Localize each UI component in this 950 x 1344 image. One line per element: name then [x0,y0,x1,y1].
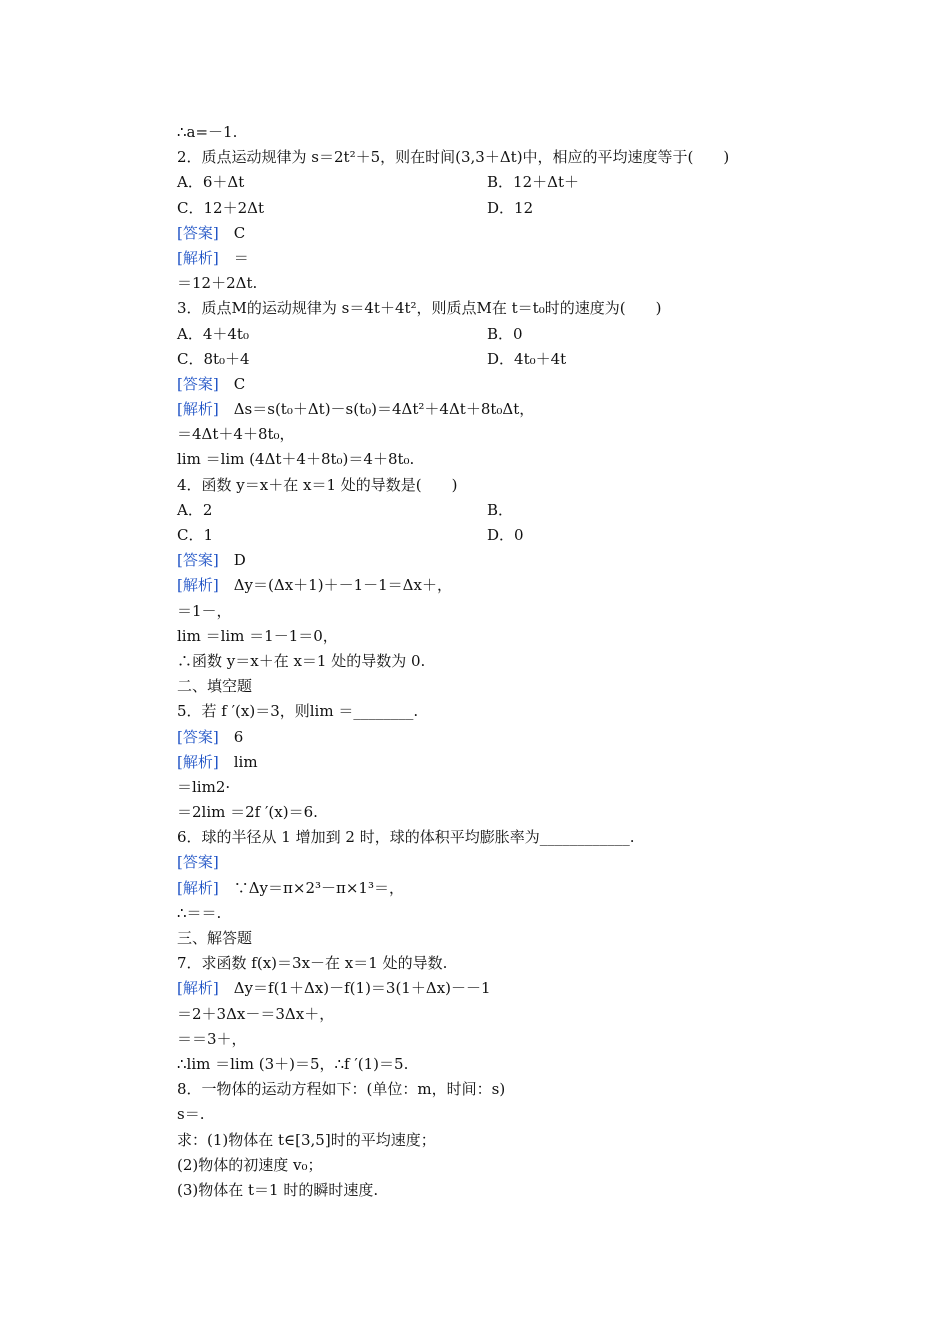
text-line: ∴lim ＝lim (3＋)＝5，∴f ′(1)＝5. [177,1054,409,1073]
answer-tag: [答案] [177,727,219,746]
text-line: 求：(1)物体在 t∈[3,5]时的平均速度； [177,1130,436,1149]
option-c: C．12＋2Δt [177,198,264,217]
analysis-line: [解析] lim [177,752,258,771]
question-6: 6．球的半径从 1 增加到 2 时，球的体积平均膨胀率为____________. [177,828,635,847]
option-b: B． [487,500,514,519]
option-b: B．0 [487,324,523,343]
text-line: ∴＝＝. [177,903,222,922]
options-row [177,322,817,347]
document-page [177,120,817,1203]
analysis-tag: [解析] [177,979,219,998]
section-heading: 二、填空题 [177,677,253,696]
answer-line [177,850,817,875]
answer-line: [答案] C [177,223,246,242]
analysis-line: [解析] Δy＝(Δx＋1)＋－1－1＝Δx＋， [177,576,452,595]
analysis-tag: [解析] [177,400,219,419]
answer-line: [答案] C [177,374,246,393]
text-line: ＝2＋3Δx－＝3Δx＋， [177,1004,335,1023]
question-3: 3．质点M的运动规律为 s＝4t＋4t²，则质点M在 t＝t₀时的速度为( ) [177,299,662,318]
text-line: s＝. [177,1105,205,1124]
options-row [177,196,817,221]
question-8: 8．一物体的运动方程如下：(单位：m，时间：s) [177,1080,506,1099]
option-a: A．2 [177,500,213,519]
text-line: ＝2lim ＝2f ′(x)＝6. [177,803,318,822]
text-line: ＝lim2· [177,777,231,796]
analysis-tag: [解析] [177,752,219,771]
answer-line: [答案] 6 [177,727,244,746]
analysis-tag: [解析] [177,576,219,595]
text-line: lim ＝lim (4Δt＋4＋8t₀)＝4＋8t₀. [177,450,415,469]
option-d: D．4t₀＋4t [487,349,567,368]
text-line: ＝4Δt＋4＋8t₀， [177,425,295,444]
question-7: 7．求函数 f(x)＝3x－在 x＝1 处的导数. [177,954,448,973]
text-line: ∴a=－1. [177,123,238,141]
option-a: A．4＋4t₀ [177,324,249,343]
option-d: D．0 [487,526,524,544]
option-d: D．12 [487,198,534,217]
analysis-tag: [解析] [177,878,219,897]
text-line: ＝12＋2Δt. [177,274,258,293]
answer-line: [答案] D [177,551,246,570]
answer-tag: [答案] [177,223,219,242]
section-heading: 三、解答题 [177,929,253,947]
text-line: (2)物体的初速度 v₀； [177,1155,323,1174]
option-c: C．1 [177,526,214,544]
analysis-line: [解析] Δs＝s(t₀＋Δt)－s(t₀)＝4Δt²＋4Δt＋8t₀Δt， [177,400,535,419]
answer-tag: [答案] [177,374,219,393]
text-line: ＝＝3＋， [177,1029,247,1048]
analysis-line: [解析] ∵Δy＝π×2³－π×1³＝， [177,878,404,897]
question-5: 5．若 f ′(x)＝3，则lim ＝________. [177,702,419,721]
analysis-line: [解析] ＝ [177,248,249,267]
option-c: C．8t₀＋4 [177,349,250,368]
text-line: ＝1－， [177,601,232,620]
question-2: 2．质点运动规律为 s＝2t²＋5，则在时间(3,3＋Δt)中，相应的平均速度等于( ) [177,148,730,167]
question-4: 4．函数 y＝x＋在 x＝1 处的导数是( ) [177,475,458,494]
option-b: B．12＋Δt＋ [487,173,579,192]
answer-blank: ____________ [539,828,630,847]
answer-tag: [答案] [177,853,219,872]
options-row [177,347,817,372]
answer-blank: ________ [353,702,414,721]
options-row [177,498,817,523]
text-line: ∴函数 y＝x＋在 x＝1 处的导数为 0. [177,651,426,670]
options-row [177,523,817,548]
text-line: lim ＝lim ＝1－1＝0， [177,626,338,645]
analysis-line: [解析] Δy＝f(1＋Δx)－f(1)＝3(1＋Δx)－－1 [177,979,491,998]
text-line: (3)物体在 t＝1 时的瞬时速度. [177,1180,379,1199]
analysis-tag: [解析] [177,248,219,267]
answer-tag: [答案] [177,551,219,570]
option-a: A．6＋Δt [177,173,245,192]
options-row [177,170,817,195]
